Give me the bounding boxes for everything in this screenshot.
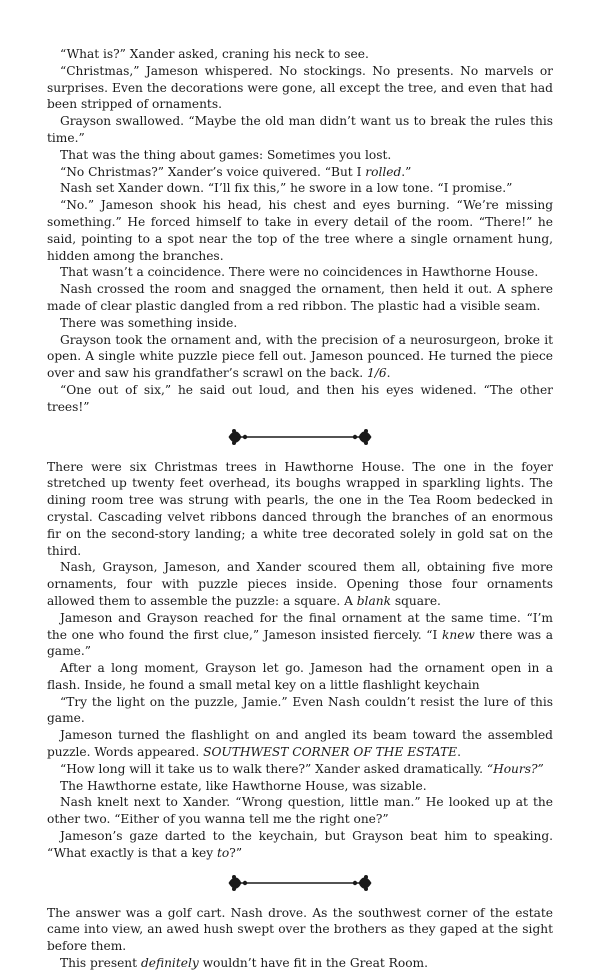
paragraph-text: “No.” Jameson shook his head, his chest and eyes burning. “We’re missing something.” He forced himself to take in every detail of the room. “There!” he said, pointing to a spot near the top of the tree where a single ornament hung, hidden among the branches. [47,198,553,263]
emphasis-text: knew [441,627,475,642]
paragraph-text: Nash knelt next to Xander. “Wrong question, little man.” He looked up at the other two. “Either of you wanna tell me the right one?” [47,795,553,827]
section-divider [47,425,553,449]
paragraph-text: “Christmas,” Jameson whispered. No stockings. No presents. No marvels or surprises. Even the decorations were gone, all except the tree, and even that had been stripped of ornaments. [47,63,553,112]
paragraph-text: There were six Christmas trees in Hawthorne House. The one in the foyer stretched up twenty feet overhead, its boughs wrapped in sparkling lights. The dining room tree was strung with pearls, the one in the Tea Room bedecked in crystal. Cascading velvet ribbons danced through the branches of an enormous fir on the second-story landing; a white tree decorated solely in gold sat on the third. [47,459,553,558]
paragraph-text: Grayson swallowed. “Maybe the old man didn’t want us to break the rules this time.” [47,114,553,145]
paragraph-text: square. [390,593,441,608]
paragraph-text: That was the thing about games: Sometimes you lost. [60,147,392,162]
paragraph-text: Jameson and Grayson reached for the final ornament at the same time. “I’m the one who found the first clue,” Jameson insisted fiercely. “I [47,610,553,642]
book-page [47,46,553,972]
paragraph [47,660,553,694]
paragraph-text: Nash crossed the room and snagged the ornament, then held it out. A sphere made of clear plastic dangled from a red ribbon. The plastic had a visible seam. [47,282,553,313]
paragraph [47,164,553,181]
paragraph-text: there was a game.” [47,627,553,659]
paragraph-text: The Hawthorne estate, like Hawthorne House, was sizable. [60,778,427,793]
emphasis-text: SOUTHWEST CORNER OF THE ESTATE [203,745,458,760]
paragraph [47,180,553,197]
paragraph [47,955,553,972]
emphasis-text: to [217,845,230,860]
paragraph [47,113,553,147]
paragraph [47,559,553,609]
paragraph-text: . [457,745,461,760]
paragraph-text: That wasn’t a coincidence. There were no coincidences in Hawthorne House. [60,265,539,280]
section-divider [47,871,553,895]
ornament-divider-icon [225,427,375,447]
paragraph-text: “How long will it take us to walk there?” Xander asked dramatically. [60,761,487,776]
paragraph-text: “Try the light on the puzzle, Jamie.” Even Nash couldn’t resist the lure of this game. [47,694,553,726]
paragraph-text: .” [401,164,412,179]
paragraph-text: There was something inside. [60,315,238,330]
section-2 [47,459,553,862]
paragraph-text: “What is?” Xander asked, craning his neck to see. [60,47,369,61]
paragraph [47,281,553,315]
emphasis-text: 1/6 [367,366,387,381]
paragraph-text: Nash set Xander down. “I’ll fix this,” he swore in a low tone. “I promise.” [60,181,513,196]
paragraph-text: This present [60,956,141,971]
paragraph [47,315,553,332]
paragraph-text: Nash, Grayson, Jameson, and Xander scoured them all, obtaining five more ornaments, four with puzzle pieces inside. Opening those four ornaments allowed them to assemble the puzzle: a square. A [47,560,553,608]
paragraph [47,778,553,795]
emphasis-text: definitely [140,956,199,971]
paragraph-text: wouldn’t have fit in the Great Room. [198,956,428,971]
paragraph-text: The answer was a golf cart. Nash drove. As the southwest corner of the estate came into view, an awed hush swept over the brothers as they gaped at the sight before them. [47,905,553,954]
paragraph-text: Grayson took the ornament and, with the precision of a neurosurgeon, broke it open. A single white puzzle piece fell out. Jameson pounced. He turned the piece over and saw his grandfather’s scrawl on the back. [47,332,553,381]
paragraph-text: “One out of six,” he said out loud, and then his eyes widened. “The other trees!” [47,382,553,414]
paragraph [47,264,553,281]
paragraph [47,828,553,862]
paragraph-text: Jameson turned the flashlight on and angled its beam toward the assembled puzzle. Words appeared. [47,728,553,760]
paragraph [47,197,553,264]
emphasis-text: “Hours?” [486,761,544,776]
paragraph-text: “No Christmas?” Xander’s voice quivered. “But I [60,164,366,179]
paragraph [47,63,553,113]
paragraph [47,727,553,761]
paragraph-text: ?” [229,845,243,860]
section-1 [47,46,553,416]
section-3 [47,905,553,972]
paragraph [47,761,553,778]
paragraph-text: After a long moment, Grayson let go. Jameson had the ornament open in a flash. Inside, he found a small metal key on a little flashlight keychain [47,661,553,692]
paragraph [47,794,553,828]
emphasis-text: rolled [365,164,402,179]
paragraph-text: Jameson’s gaze darted to the keychain, but Grayson beat him to speaking. “What exactly is that a key [47,829,553,860]
paragraph [47,905,553,955]
paragraph [47,46,553,63]
emphasis-text: blank [356,593,391,608]
paragraph [47,610,553,660]
paragraph-text: . [386,366,391,381]
ornament-divider-icon [225,873,375,893]
paragraph [47,382,553,416]
paragraph [47,332,553,382]
paragraph [47,459,553,560]
paragraph [47,147,553,164]
paragraph [47,694,553,728]
